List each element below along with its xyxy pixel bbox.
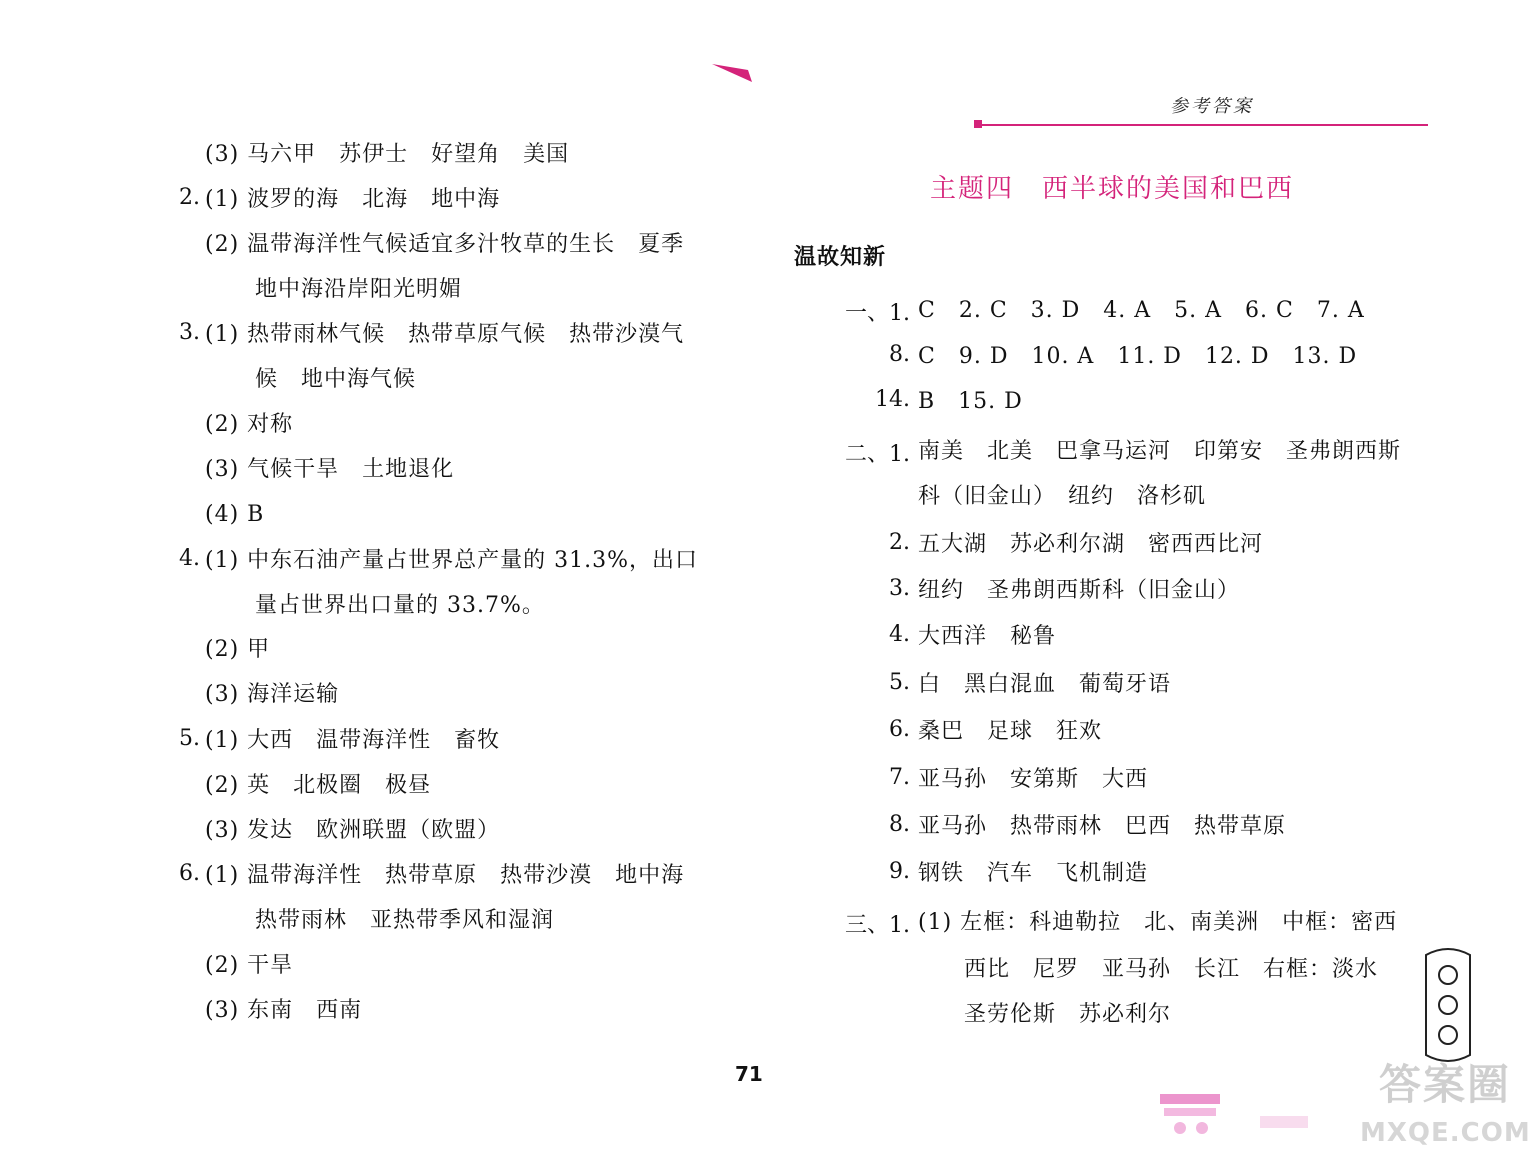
- pink-print-smudge: [1160, 1090, 1310, 1140]
- answer-line: 纽约 圣弗朗西斯科（旧金山）: [918, 578, 1241, 603]
- answer-line: (3) 发达 欧洲联盟（欧盟）: [205, 818, 501, 843]
- question-number: 三、1.: [845, 913, 910, 938]
- answer-line: (3) 马六甲 苏伊士 好望角 美国: [205, 142, 570, 167]
- answer-line: 南美 北美 巴拿马运河 印第安 圣弗朗西斯: [918, 439, 1402, 464]
- question-number: 2.: [179, 185, 200, 210]
- answer-line: 热带雨林 亚热带季风和湿润: [255, 908, 555, 933]
- answer-line: (3) 海洋运输: [205, 682, 340, 707]
- question-number: 6.: [889, 717, 910, 742]
- question-number: 8.: [889, 812, 910, 837]
- answer-line: (2) 干旱: [205, 953, 294, 978]
- question-number: 二、1.: [845, 442, 910, 467]
- right-page: [768, 0, 1536, 1159]
- answer-line: (4) B: [205, 502, 265, 527]
- answer-line: 量占世界出口量的 33.7%。: [255, 593, 545, 618]
- answer-line: (2) 温带海洋性气候适宜多汁牧草的生长 夏季: [205, 232, 685, 257]
- answer-line: 亚马孙 安第斯 大西: [918, 767, 1149, 792]
- header-rule: [978, 124, 1428, 126]
- running-header: 参考答案: [1170, 96, 1254, 117]
- answer-line: (2) 对称: [205, 412, 294, 437]
- answer-line: 五大湖 苏必利尔湖 密西西比河: [918, 532, 1264, 557]
- pink-stroke-mark: [712, 62, 754, 86]
- answer-line: (1) 波罗的海 北海 地中海: [205, 187, 501, 212]
- answer-line: 桑巴 足球 狂欢: [918, 719, 1103, 744]
- section-title: 主题四 西半球的美国和巴西: [930, 174, 1295, 204]
- answer-line: B 15. D: [918, 389, 1023, 414]
- question-number: 2.: [889, 530, 910, 555]
- answer-line: (1) 大西 温带海洋性 畜牧: [205, 728, 501, 753]
- question-number: 5.: [889, 670, 910, 695]
- answer-line: 白 黑白混血 葡萄牙语: [918, 672, 1172, 697]
- question-number: 4.: [889, 622, 910, 647]
- answer-line: (1) 中东石油产量占世界总产量的 31.3%，出口: [205, 548, 699, 573]
- answer-line: 大西洋 秘鲁: [918, 624, 1057, 649]
- page-number: 71: [735, 1062, 763, 1086]
- answer-line: 科（旧金山） 纽约 洛杉矶: [918, 484, 1207, 509]
- question-number: 3.: [889, 576, 910, 601]
- question-number: 5.: [179, 726, 200, 751]
- question-number: 14.: [875, 387, 910, 412]
- answer-line: 亚马孙 热带雨林 巴西 热带草原: [918, 814, 1287, 839]
- question-number: 6.: [179, 861, 200, 886]
- answer-line: (1) 左框：科迪勒拉 北、南美洲 中框：密西: [918, 910, 1398, 935]
- answer-line: 圣劳伦斯 苏必利尔: [964, 1002, 1172, 1027]
- question-number: 7.: [889, 765, 910, 790]
- answer-line: (2) 英 北极圈 极昼: [205, 773, 432, 798]
- question-number: 4.: [179, 546, 200, 571]
- question-number: 8.: [889, 342, 910, 367]
- answer-line: (1) 热带雨林气候 热带草原气候 热带沙漠气: [205, 322, 685, 347]
- watermark-url: MXQE.COM: [1360, 1118, 1531, 1148]
- question-number: 一、1.: [845, 301, 910, 326]
- answer-line: 地中海沿岸阳光明媚: [255, 277, 463, 302]
- watermark-logo: 答案圈: [1379, 1060, 1512, 1109]
- answer-line: C 9. D 10. A 11. D 12. D 13. D: [918, 344, 1358, 369]
- answer-line: C 2. C 3. D 4. A 5. A 6. C 7. A: [918, 298, 1365, 323]
- answer-line: 西比 尼罗 亚马孙 长江 右框：淡水: [964, 957, 1379, 982]
- answer-line: (3) 气候干旱 土地退化: [205, 457, 455, 482]
- answer-line: (3) 东南 西南: [205, 998, 363, 1023]
- page-tab-decoration: [1418, 945, 1478, 1065]
- answer-line: 钢铁 汽车 飞机制造: [918, 861, 1149, 886]
- subsection-heading: 温故知新: [794, 244, 887, 270]
- answer-line: (1) 温带海洋性 热带草原 热带沙漠 地中海: [205, 863, 685, 888]
- answer-line: 候 地中海气候: [255, 367, 417, 392]
- question-number: 9.: [889, 859, 910, 884]
- question-number: 3.: [179, 320, 200, 345]
- answer-line: (2) 甲: [205, 637, 271, 662]
